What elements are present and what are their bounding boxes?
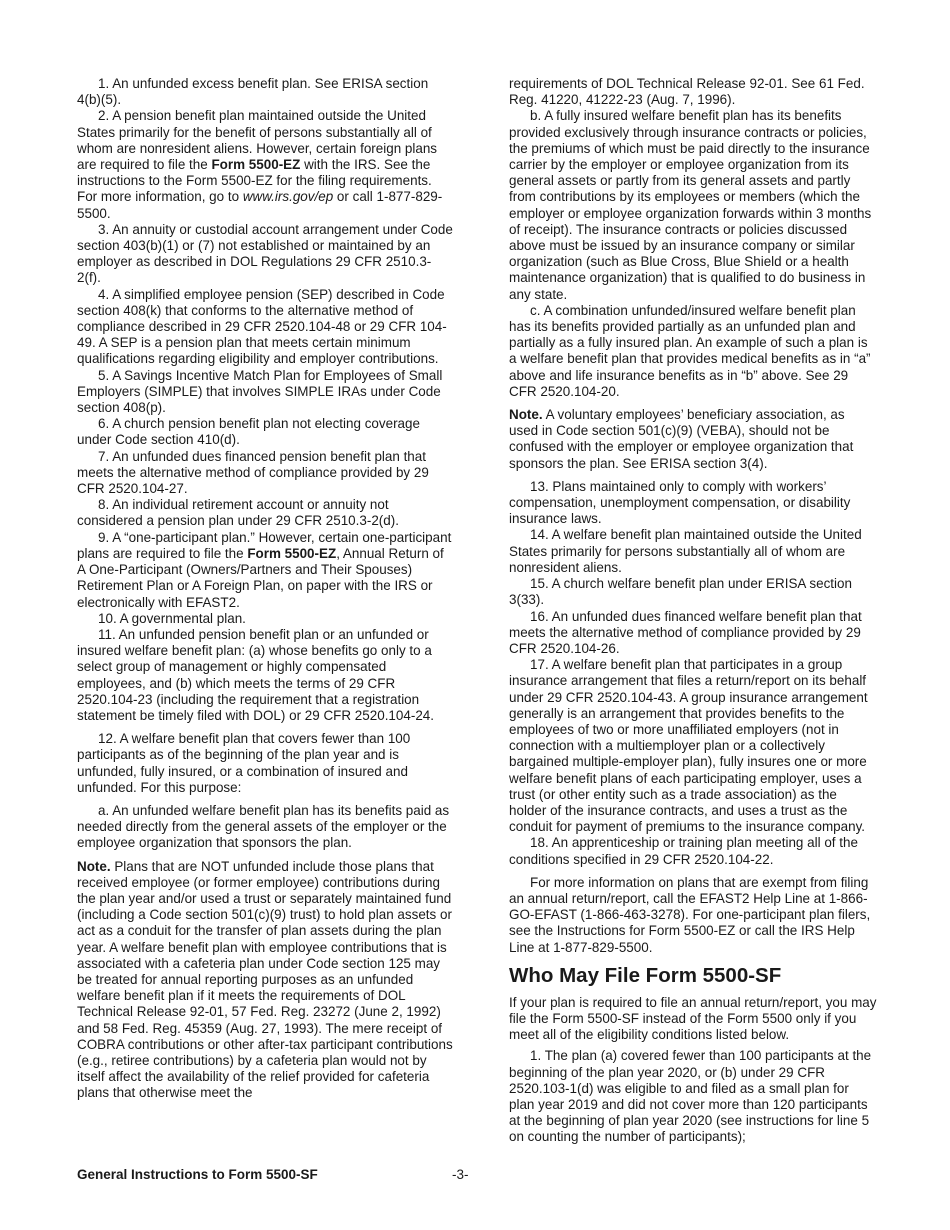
continued-text: requirements of DOL Technical Release 92-01. See 61 Fed. Reg. 41220, 41222-23 (Aug. 7, 1996).: [509, 76, 865, 108]
exempt-item-12a: a. An unfunded welfare benefit plan has its benefits paid as needed directly from the general assets of the employer or the employee organization that sponsors the plan.: [77, 802, 450, 851]
exempt-item-14: 14. A welfare benefit plan maintained outside the United States primarily for persons substantially all of whom are nonresident aliens.: [509, 527, 862, 575]
exempt-item-10: 10. A governmental plan.: [98, 610, 246, 626]
note-unfunded: Note. Plans that are NOT unfunded include those plans that received employee (or former employee) contributions during the plan year and/or used a trust or separately maintained fund (including a Code section 501(c)(9) trust) to hold plan assets or act as a conduit for the transfer of plan assets during the plan year. A welfare benefit plan with employee contributions that is associated with a cafeteria plan under Code section 125 may be treated for annual reporting purposes as an unfunded welfare benefit plan if it meets the requirements of DOL Technical Release 92-01, 57 Fed. Reg. 23272 (June 2, 1992) and 58 Fed. Reg. 45359 (Aug. 27, 1993). The mere receipt of COBRA contributions or other after-tax participant contributions (e.g., retiree contributions) by a cafeteria plan would not by itself affect the availability of the relief provided for cafeteria plans that otherwise meet the: [77, 858, 453, 1101]
exempt-item-18: 18. An apprenticeship or training plan meeting all of the conditions specified in 29 CFR 2520.104-22.: [509, 835, 858, 867]
irs-link[interactable]: www.irs.gov/ep: [242, 189, 334, 205]
form-5500-ez-ref: Form 5500-EZ: [247, 545, 337, 561]
exempt-item-13: 13. Plans maintained only to comply with workers’ compensation, unemployment compensation, or disability insurance laws.: [509, 478, 851, 527]
exempt-item-6: 6. A church pension benefit plan not electing coverage under Code section 410(d).: [77, 416, 420, 448]
left-column: [77, 76, 454, 1107]
exempt-item-3: 3. An annuity or custodial account arrangement under Code section 403(b)(1) or (7) not established or maintained by an employer as described in DOL Regulations 29 CFR 2510.3-2(f).: [77, 221, 453, 286]
exempt-item-12b: b. A fully insured welfare benefit plan has its benefits provided exclusively through insurance contracts or policies, the premiums of which must be paid directly to the insurance carrier by the employer or employee organization from its general assets or partly from its general assets and partly from contributions by its employees or members (which the employer or employee organization forwards within 3 months of receipt). The insurance contracts or policies discussed above must be issued by an insurance company or similar organization (such as Blue Cross, Blue Shield or a health maintenance organization) that is qualified to do business in any state.: [509, 108, 872, 302]
right-column: [509, 76, 877, 1146]
exempt-item-16: 16. An unfunded dues financed welfare benefit plan that meets the alternative method of compliance provided by 29 CFR 2520.104-26.: [509, 608, 862, 656]
form-5500-ez-ref: Form 5500-EZ: [211, 157, 301, 173]
note-veba: Note. A voluntary employees’ beneficiary association, as used in Code section 501(c)(9) (VEBA), should not be confused with the employer or employee organization that sponsors the plan. See ERISA section 3(4).: [509, 407, 854, 471]
eligibility-intro: If your plan is required to file an annual return/report, you may file the Form 5500-SF instead of the Form 5500 only if you meet all of the eligibility conditions listed below.: [509, 994, 877, 1043]
exempt-item-5: 5. A Savings Incentive Match Plan for Employees of Small Employers (SIMPLE) that involves SIMPLE IRAs under Code section 408(p).: [77, 367, 443, 416]
exempt-item-4: 4. A simplified employee pension (SEP) described in Code section 408(k) that conforms to the alternative method of compliance described in 29 CFR 2520.104-48 or 29 CFR 104-49. A SEP is a pension plan that meets certain minimum qualifications regarding eligibility and employer contributions.: [77, 286, 447, 367]
exempt-item-9: 9. A “one-participant plan.” However, certain one-participant plans are required to file the Form 5500-EZ, Annual Return of A One-Participant (Owners/Partners and Their Spouses) Retirement Plan or A Foreign Plan, on paper with the IRS or electronically with EFAST2.: [77, 529, 452, 610]
exempt-item-15: 15. A church welfare benefit plan under ERISA section 3(33).: [509, 576, 852, 608]
footer-title: General Instructions to Form 5500-SF: [77, 1167, 318, 1182]
exempt-item-7: 7. An unfunded dues financed pension benefit plan that meets the alternative method of compliance provided by 29 CFR 2520.104-27.: [77, 448, 429, 497]
exempt-item-8: 8. An individual retirement account or annuity not considered a pension plan under 29 CFR 2510.3-2(d).: [77, 497, 399, 529]
exempt-item-12: 12. A welfare benefit plan that covers fewer than 100 participants as of the beginning of the plan year and is unfunded, fully insured, or a combination of insured and unfunded. For this purpose:: [77, 731, 411, 795]
exempt-item-1: 1. An unfunded excess benefit plan. See ERISA section 4(b)(5).: [77, 76, 429, 108]
eligibility-item-1: 1. The plan (a) covered fewer than 100 participants at the beginning of the plan year 2020, or (b) under 29 CFR 2520.103-1(d) was eligible to and filed as a small plan for plan year 2019 and did not cover more than 120 participants at the beginning of plan year 2020 (see instructions for line 5 on counting the number of participants);: [509, 1048, 872, 1145]
more-info-paragraph: For more information on plans that are exempt from filing an annual return/report, call the EFAST2 Help Line at 1-866-GO-EFAST (1-866-463-3278). For one-participant plan filers, see the Instructions for Form 5500-EZ or call the IRS Help Line at 1-877-829-5500.: [509, 874, 871, 955]
section-heading-who-may-file: Who May File Form 5500-SF: [509, 963, 782, 987]
exempt-item-17: 17. A welfare benefit plan that participates in a group insurance arrangement that files a return/report on its behalf under 29 CFR 2520.104-43. A group insurance arrangement generally is an arrangement that provides benefits to the employees of two or more unaffiliated employers (not in connection with a multiemployer plan or a collectively bargained multiple-employer plan), fully insures one or more welfare benefit plans of each participating employer, uses a trust (or other entity such as a trade association) as the holder of the insurance contracts, and uses a trust as the conduit for payment of premiums to the insurance company.: [509, 657, 868, 835]
exempt-item-11: 11. An unfunded pension benefit plan or an unfunded or insured welfare benefit plan: (a) whose benefits go only to a select group of management or highly compensated employees, and (b) which meets the terms of 29 CFR 2520.104-23 (including the requirement that a registration statement be timely filed with DOL) or 29 CFR 2520.104-24.: [77, 626, 435, 723]
note-label: Note.: [509, 407, 543, 423]
exempt-item-12c: c. A combination unfunded/insured welfare benefit plan has its benefits provided partially as an unfunded plan and partially as a fully insured plan. An example of such a plan is a welfare benefit plan that provides medical benefits as in “a” above and life insurance benefits as in “b” above. See 29 CFR 2520.104-20.: [509, 302, 871, 399]
page-number: -3-: [452, 1167, 469, 1182]
note-label: Note.: [77, 858, 111, 874]
exempt-item-2: 2. A pension benefit plan maintained outside the United States primarily for the benefit of persons substantially all of whom are nonresident aliens. However, certain foreign plans are required to file the Form 5500-EZ with the IRS. See the instructions to the Form 5500-EZ for the filing requirements. For more information, go to www.irs.gov/ep or call 1-877-829-5500.: [77, 108, 443, 221]
